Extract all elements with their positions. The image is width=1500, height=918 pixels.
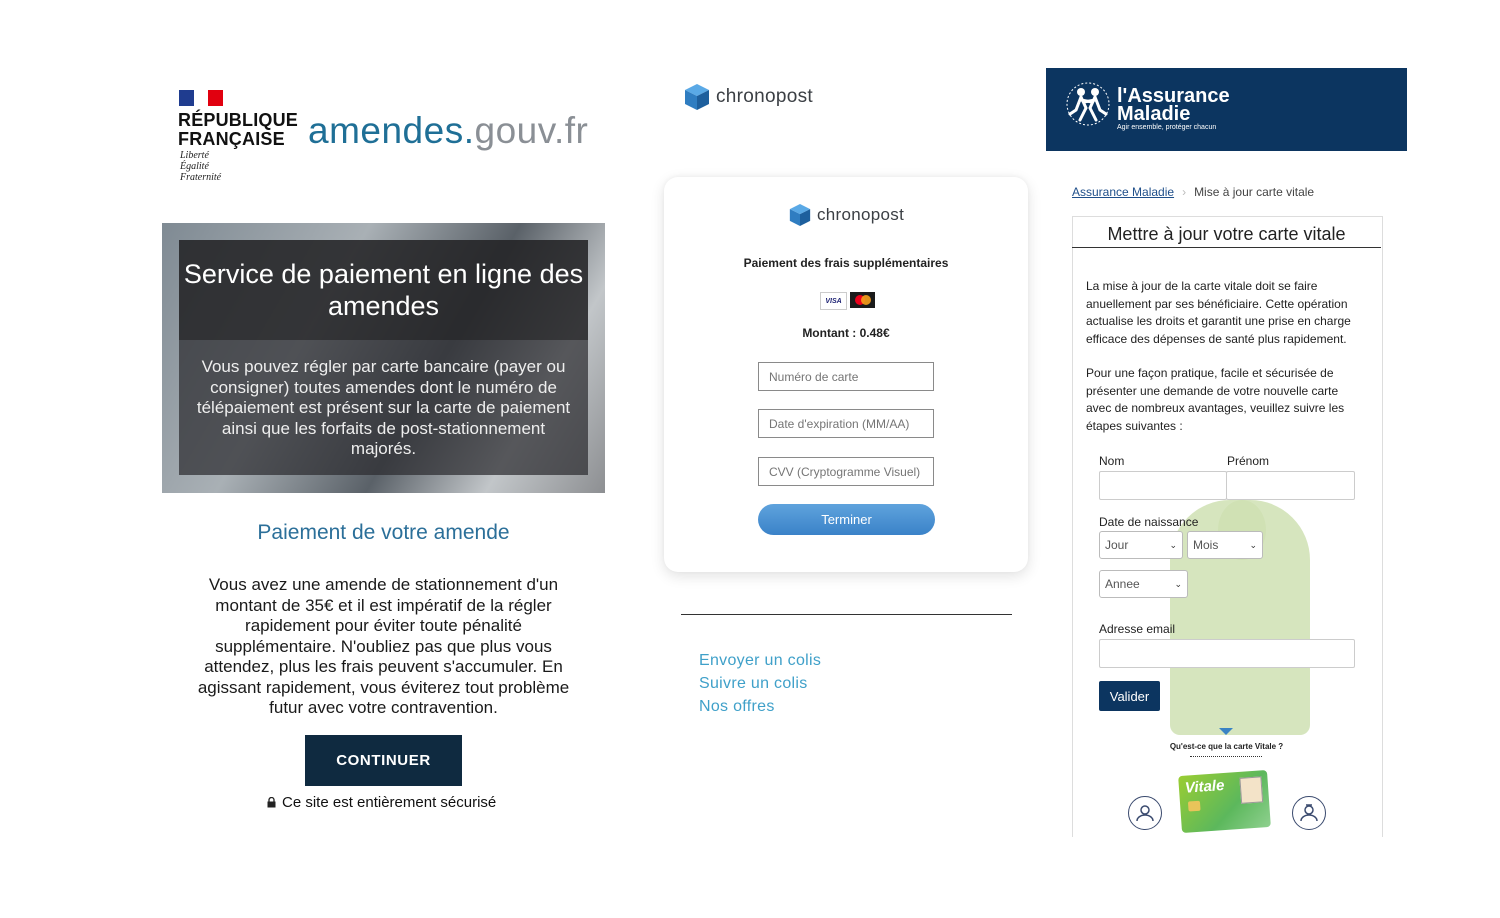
breadcrumb-home[interactable]: Assurance Maladie xyxy=(1072,185,1175,199)
cvv-input[interactable] xyxy=(758,457,934,486)
valider-button[interactable]: Valider xyxy=(1099,681,1160,711)
year-select[interactable]: Annee ⌄ xyxy=(1099,570,1188,598)
hero-description: Vous pouvez régler par carte bancaire (payer ou consigner) toutes amendes dont le numéro de télépaiement est présent sur la carte de paiement ainsi que les forfaits de post-stationnement majorés. xyxy=(179,340,588,475)
continue-button[interactable]: CONTINUER xyxy=(305,735,462,786)
caret-down-icon xyxy=(1219,728,1233,735)
nom-label: Nom xyxy=(1099,454,1125,468)
portrait-photo xyxy=(1239,776,1263,803)
link-envoyer-colis[interactable]: Envoyer un colis xyxy=(699,652,822,669)
breadcrumb-current: Mise à jour carte vitale xyxy=(1194,185,1315,199)
chronopost-cube-icon xyxy=(789,203,811,227)
instructions-paragraph: Pour une façon pratique, facile et sécurisée de présenter une demande de votre nouvelle carte avec de nombreux avantages, veuillez suivre les étapes suivantes : xyxy=(1086,366,1345,433)
chronopost-card-logo: chronopost xyxy=(789,203,904,227)
payment-heading: Paiement de votre amende xyxy=(257,521,510,544)
card-number-input[interactable] xyxy=(758,362,934,391)
amendes-logo[interactable]: amendes.gouv.fr xyxy=(308,110,589,151)
ameli-brand[interactable]: l'Assurance Maladie xyxy=(1117,85,1230,125)
payment-subtitle: Paiement des frais supplémentaires xyxy=(743,256,949,270)
fine-description: Vous avez une amende de stationnement d'un montant de 35€ et il est impératif de la régler rapidement pour éviter toute pénalité supplémentaire. N'oubliez pas que plus vous attendez, plus les frais peuvent s'accumuler. En agissant rapidement, vous éviterez tout problème futur avec votre contravention. xyxy=(197,575,570,717)
breadcrumb-separator: › xyxy=(1182,185,1187,199)
republique-francaise-label: RÉPUBLIQUE FRANÇAISE xyxy=(178,110,299,149)
day-select[interactable]: Jour ⌄ xyxy=(1099,531,1183,559)
intro-paragraph: La mise à jour de la carte vitale doit se faire anuellement par ses bénéficiaire. Cette opération actualise les droits et garantit une prise en charge efficace des dépenses de santé plus rapidement. xyxy=(1086,279,1351,346)
secure-text: Ce site est entièrement sécurisé xyxy=(282,794,497,811)
card-brands xyxy=(820,292,875,310)
divider xyxy=(681,614,1012,615)
secure-notice xyxy=(267,794,496,811)
user-icon[interactable] xyxy=(1128,796,1162,830)
expiry-date-input[interactable] xyxy=(758,409,934,438)
chip-icon xyxy=(1188,801,1201,812)
french-flag-icon xyxy=(179,90,223,106)
prenom-label: Prénom xyxy=(1227,454,1270,468)
ameli-tagline: Agir ensemble, protéger chacun xyxy=(1117,124,1217,131)
breadcrumb xyxy=(1072,185,1314,199)
chevron-down-icon: ⌄ xyxy=(1249,539,1257,550)
month-select[interactable]: Mois ⌄ xyxy=(1187,531,1263,559)
amount-text: Montant : 0.48€ xyxy=(802,326,890,340)
hero-title: Service de paiement en ligne des amendes xyxy=(179,240,588,340)
heading-underline xyxy=(1072,247,1381,248)
email-input[interactable] xyxy=(1099,639,1355,668)
terminer-button[interactable]: Terminer xyxy=(758,504,935,535)
vitale-card-image: Vitale xyxy=(1178,770,1271,833)
vitale-question-link[interactable]: Qu'est-ce que la carte Vitale ? xyxy=(1169,742,1284,751)
link-suivre-colis[interactable]: Suivre un colis xyxy=(699,675,808,692)
ameli-logo-icon xyxy=(1064,80,1112,133)
visa-icon: VISA xyxy=(820,292,847,310)
lock-icon xyxy=(267,797,276,808)
chevron-down-icon: ⌄ xyxy=(1169,539,1177,550)
mastercard-icon xyxy=(850,292,875,308)
doctor-icon[interactable] xyxy=(1292,796,1326,830)
prenom-input[interactable] xyxy=(1226,471,1355,500)
dob-label: Date de naissance xyxy=(1099,515,1199,529)
form-heading: Mettre à jour votre carte vitale xyxy=(1107,224,1346,244)
republic-motto: Liberté Égalité Fraternité xyxy=(180,150,222,183)
nom-input[interactable] xyxy=(1099,471,1227,500)
chevron-down-icon: ⌄ xyxy=(1174,578,1182,589)
dotted-underline xyxy=(1190,756,1262,757)
link-nos-offres[interactable]: Nos offres xyxy=(699,698,775,715)
chronopost-cube-icon xyxy=(684,83,710,111)
email-label: Adresse email xyxy=(1099,622,1176,636)
chronopost-header-logo[interactable]: chronopost xyxy=(684,83,813,111)
